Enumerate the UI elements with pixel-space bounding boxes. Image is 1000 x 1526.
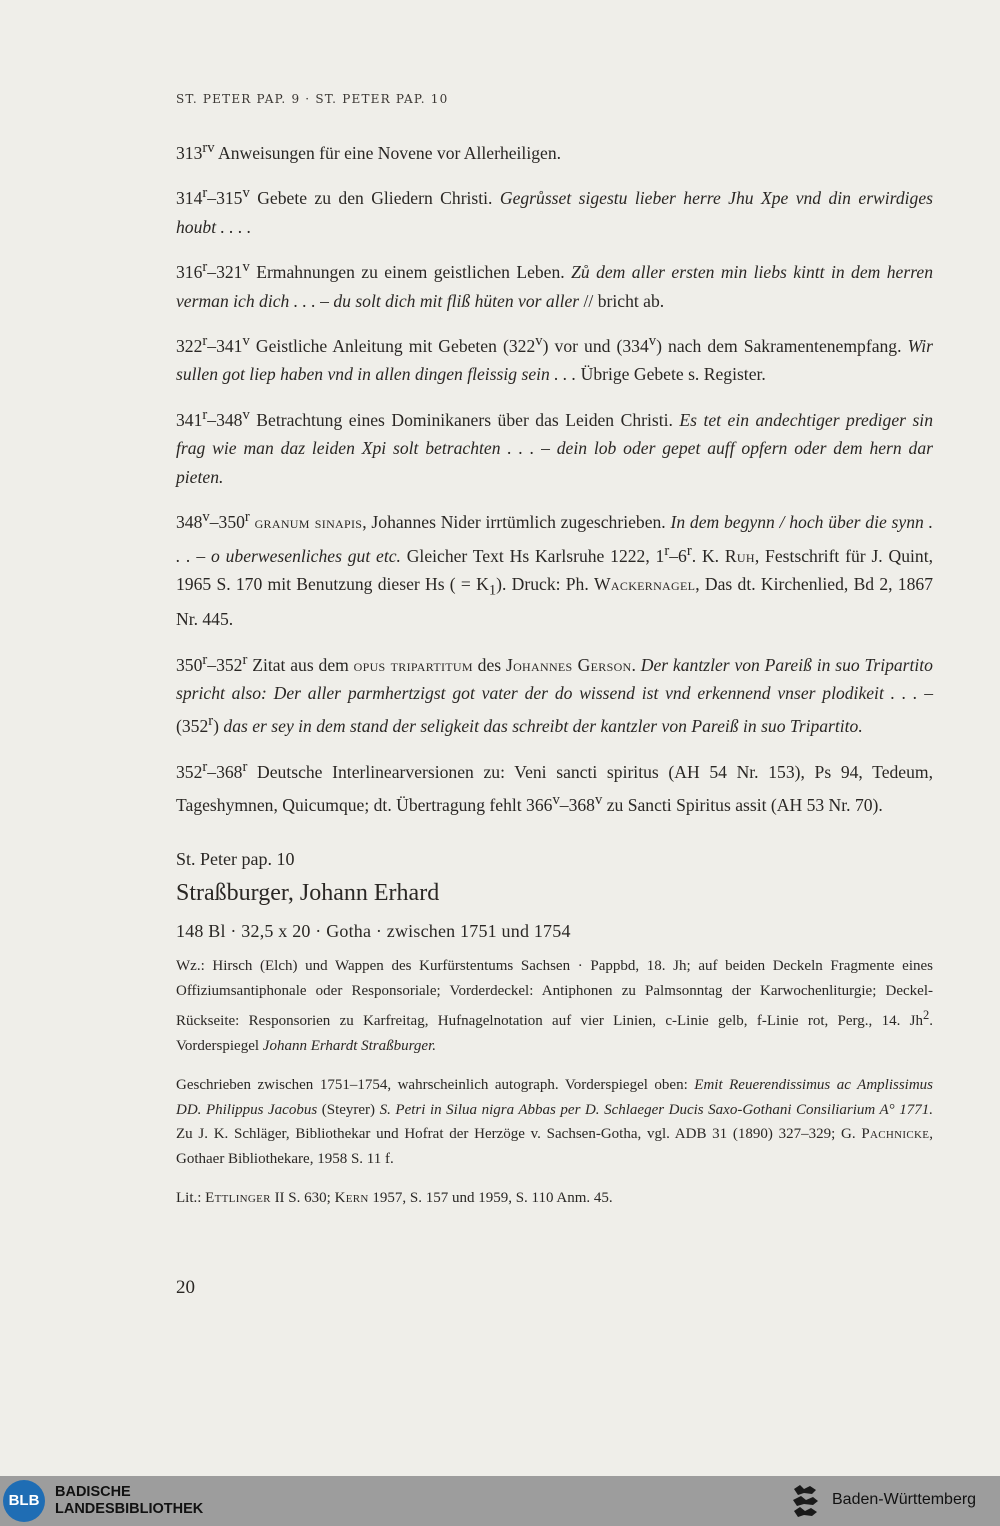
library-name-line1: BADISCHE [55,1484,131,1500]
small-caps-text: Ettlinger [205,1190,271,1207]
text-run: . K. [691,545,725,566]
text-run: Wz.: Hirsch (Elch) und Wappen des Kurfürstentums Sachsen · Pappbd, 18. Jh; auf beiden Deckeln Fragmente eines Offiziumsantiphonale oder Responsoriale; Vorderdeckel: Antiphonen zu Palmsonntag der Karwochenliturgie; Deckel-Rückseite: Responsorien zu Karfreitag, Hufnagelnotation auf vier Linien, c-Linie gelb, f-Linie rot, Perg., 14. Jh [176,958,933,1030]
text-run: 352 [176,761,203,782]
text-run: –6 [669,545,687,566]
text-run: –321 [207,262,243,283]
superscript: v [242,333,250,350]
text-run: ) vor und (334 [542,335,649,356]
catalog-entry [176,646,933,741]
small-caps-text: granum sinapis [254,512,363,533]
text-run: II S. 630; [270,1190,335,1207]
small-caps-text: Kern [334,1190,369,1207]
text-run: , Festschrift für J. Quint, 1965 S. 170 mit Benutzung dieser Hs ( = K [176,545,933,595]
superscript: r [686,542,692,559]
superscript: r [202,406,208,423]
text-run: Gleicher Text Hs Karlsruhe 1222, 1 [400,545,665,566]
superscript: 2 [923,1008,930,1023]
description-paragraph [176,954,933,1058]
text-run: –341 [207,335,243,356]
text-run: zu Sancti Spiritus assit (AH 53 Nr. 70). [602,794,883,815]
text-run: Deutsche Interlinearversionen zu: Veni sancti spiritus (AH 54 Nr. 153), Ps 94, Tedeum, Tageshymnen, Quicumque; dt. Übertragung fehlt 366 [176,761,933,815]
text-run: Zu J. K. Schläger, Bibliothekar und Hofrat der Herzöge v. Sachsen-Gotha, vgl. ADB 31 (1890) 327–329; G. [176,1126,862,1143]
literature-line [176,1186,933,1211]
superscript: r [202,651,208,668]
small-caps-text: Johannes Gerson [505,654,632,675]
text-run: 348 [176,512,203,533]
text-run: –315 [207,188,243,209]
text-run: ) [213,716,224,737]
text-run: des [472,654,506,675]
text-run: 350 [176,654,203,675]
text-run: Ermahnungen zu einem geistlichen Leben. [249,262,572,283]
text-run: . Vorderspiegel [176,1013,933,1054]
running-header: ST. PETER PAP. 9 · ST. PETER PAP. 10 [176,92,449,106]
text-run: Geistliche Anleitung mit Gebeten (322 [249,335,536,356]
text-run: 322 [176,335,203,356]
superscript: v [535,333,543,350]
text-run: 313 [176,142,203,163]
small-caps-text: opus tripartitum [353,654,473,675]
text-run: Betrachtung eines Dominikaners über das Leiden Christi. [249,409,680,430]
superscript: r [242,651,248,668]
text-run: –350 [209,512,245,533]
quoted-text: das er sey in dem stand der seligkeit das schreibt der kantzler von Pareiß in suo Tripartito. [223,716,863,737]
text-run: –368 [559,794,595,815]
quoted-text: Der kantzler von Pareiß in suo Tripartito spricht also: Der aller parmhertzigst got vater der do wissend ist vnd erkennend vnser plodikeit . . . – [176,654,933,703]
text-run: 1957, S. 157 und 1959, S. 110 Anm. 45. [368,1190,613,1207]
text-run: Anweisungen für eine Novene vor Allerheiligen. [214,142,562,163]
text-run: ). Druck: Ph. [496,574,595,595]
quoted-text: Emit Reuerendissimus ac Amplissimus DD. Philippus Jacobus [176,1077,934,1118]
small-caps-text: Pachnicke [861,1126,930,1143]
text-run: 341 [176,409,203,430]
quoted-text: Johann Erhardt Straßburger. [262,1037,436,1054]
text-run: ) nach dem Sakramentenempfang. [656,335,908,356]
superscript: r [202,758,208,775]
superscript: v [648,333,657,350]
entry-list [176,134,933,819]
text-run: Geschrieben zwischen 1751–1754, wahrscheinlich autograph. Vorderspiegel oben: [176,1077,695,1094]
manuscript-meta: 148 Bl · 32,5 x 20 · Gotha · zwischen 1751 und 1754 [176,921,571,942]
quoted-text: Es tet ein andechtiger prediger sin frag wie man daz leiden Xpi solt betrachten . . . – dein lob oder gepet auff opfern oder dem hern dar pieten. [176,409,933,487]
text-run: // bricht ab. [579,290,665,311]
catalog-entry [176,401,933,491]
text-run: , Das dt. Kirchenlied, Bd 2, 1867 Nr. 445. [176,574,933,630]
superscript: r [664,542,670,559]
superscript: v [242,185,250,202]
quoted-text: In dem begynn / hoch über die synn . . . – o uberwesenliches gut etc. [176,512,933,566]
text-run: (352 [176,716,209,737]
quoted-text: Zů dem aller ersten min liebs kintt in dem herren verman ich dich . . . – du solt dich mit fliß hüten vor aller [176,262,934,311]
blb-logo-icon[interactable]: BLB [3,1480,45,1522]
superscript: r [202,259,208,276]
catalog-entry [176,179,933,241]
quoted-text: Wir sullen got liep haben vnd in allen dingen fleissig sein . . . [176,335,934,385]
quoted-text: Gegrůsset sigestu lieber herre Jhu Xpe vnd din erwirdiges houbt . . . . [176,188,933,237]
text-run: . [631,654,641,675]
superscript: r [244,509,250,526]
catalog-entry [176,327,933,389]
shelfmark: St. Peter pap. 10 [176,849,295,870]
superscript: v [242,406,250,423]
subscript: 1 [488,582,497,599]
quoted-text: S. Petri in Silua nigra Abbas per D. Schlaeger Ducis Saxo-Gothani Consiliarium A° 1771. [379,1101,933,1118]
text-run: , Johannes Nider irrtümlich zugeschrieben. [362,512,671,533]
superscript: r [202,333,208,350]
text-run: –348 [207,409,243,430]
text-run: Lit.: [176,1190,206,1207]
text-run: –352 [207,654,243,675]
manuscript-title: Straßburger, Johann Erhard [176,880,440,907]
footer-bar [0,1476,1000,1526]
text-run: 314 [176,188,203,209]
text-run: Übrige Gebete s. Register. [576,364,766,385]
library-name-line2: LANDESBIBLIOTHEK [55,1501,204,1517]
small-caps-text: Wackernagel [594,574,696,595]
page-number: 20 [176,1277,195,1298]
text-run: 316 [176,262,203,283]
text-run: , Gothaer Bibliothekare, 1958 S. 11 f. [176,1126,933,1167]
catalog-entry [176,134,933,167]
text-run: (Steyrer) [317,1101,380,1118]
superscript: r [208,713,214,730]
description-paragraph [176,1073,933,1171]
catalog-entry [176,253,933,315]
state-name[interactable]: Baden-Württemberg [832,1491,977,1508]
catalog-entry [176,503,933,633]
baden-wuerttemberg-lions-icon [790,1483,822,1521]
superscript: r [202,185,208,202]
superscript: v [594,792,603,809]
catalog-content [176,134,933,1226]
text-run: Gebete zu den Gliedern Christi. [249,188,500,209]
superscript: v [202,509,210,526]
text-run: Zitat aus dem [247,654,354,675]
superscript: v [552,792,560,809]
text-run: –368 [207,761,243,782]
library-name[interactable] [55,1484,203,1518]
superscript: rv [202,140,215,156]
catalog-entry [176,753,933,820]
superscript: r [242,758,248,775]
superscript: v [242,259,250,276]
small-caps-text: Ruh [724,545,755,566]
